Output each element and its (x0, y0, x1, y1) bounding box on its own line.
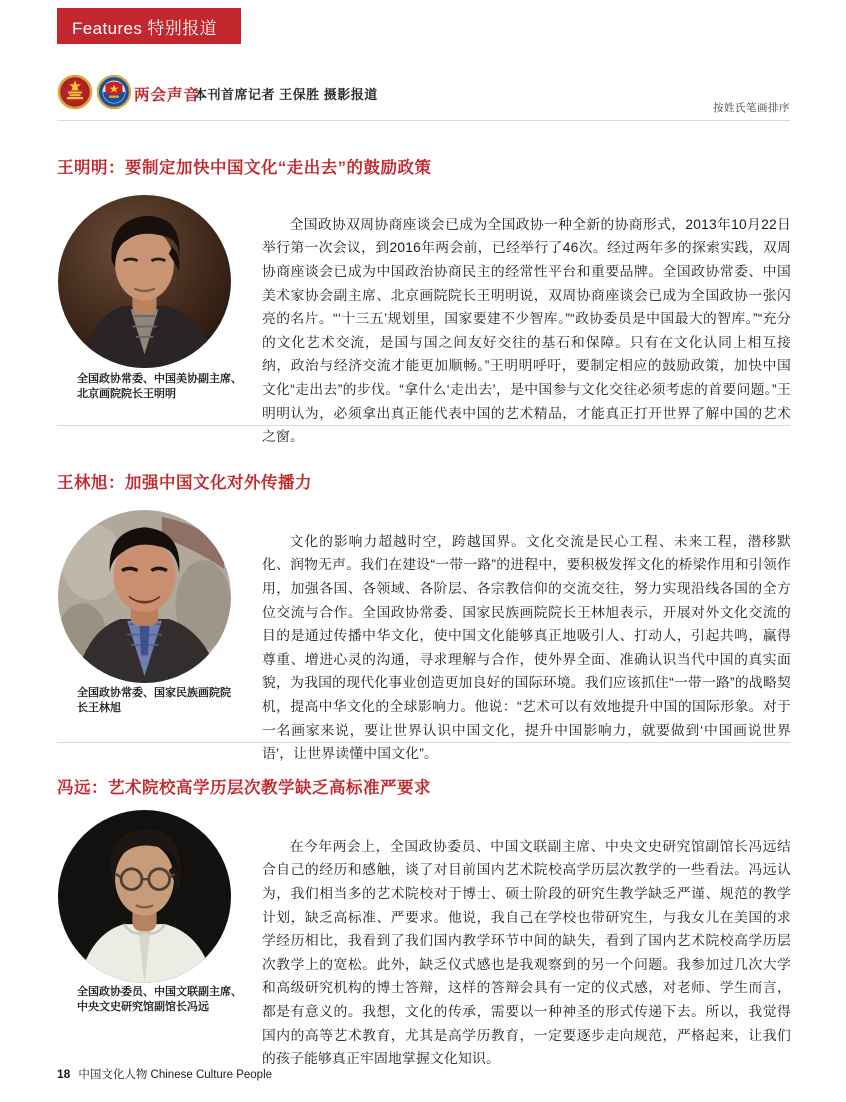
section-divider (57, 742, 790, 743)
cppcc-emblem-icon (96, 74, 132, 110)
column-title: 两会声音 (134, 87, 201, 104)
caption-line: 中央文史研究馆副馆长冯远 (77, 1001, 209, 1013)
caption-line: 北京画院院长王明明 (77, 388, 176, 400)
china-national-emblem-icon (57, 74, 93, 110)
caption-line: 全国政协常委、国家民族画院院 (77, 687, 231, 699)
header-divider (57, 120, 790, 121)
byline: 本刊首席记者 王保胜 摄影报道 (194, 87, 378, 102)
portrait-fengyuan (58, 810, 231, 983)
features-banner (57, 8, 241, 44)
column-header (57, 72, 790, 116)
caption-line: 全国政协常委、中国美协副主席、 (77, 373, 242, 385)
caption-line: 全国政协委员、中国文联副主席、 (77, 986, 242, 998)
caption-wanglinxu (77, 686, 272, 716)
section-title-wanglinxu: 王林旭：加强中国文化对外传播力 (57, 473, 312, 492)
sort-order-note: 按姓氏笔画排序 (713, 102, 790, 114)
page-number: 18 (57, 1067, 71, 1081)
section-divider (57, 425, 790, 426)
magazine-title: 中国文化人物 Chinese Culture People (78, 1069, 273, 1081)
section-title-fengyuan: 冯远：艺术院校高学历层次教学缺乏高标准严要求 (57, 778, 431, 797)
page-footer (57, 1066, 790, 1082)
caption-line: 长王林旭 (77, 702, 121, 714)
section-title-wangmingming: 王明明：要制定加快中国文化“走出去”的鼓励政策 (57, 158, 432, 177)
body-wangmingming: 全国政协双周协商座谈会已成为全国政协一种全新的协商形式，2013年10月22日举行第一次会议，到2016年两会前，已经举行了46次。经过两年多的探索实践，双周协商座谈会已成为中国政治协商民主的经常性平台和重要品牌。全国政协常委、中国美术家协会副主席、北京画院院长王明明说，双周协商座谈会已成为全国政协一张闪亮的名片。“‘十三五’规划里，国家要建不少智库。”“政协委员是中国最大的智库。”“充分的文化艺术交流，是国与国之间友好交往的基石和保障。只有在文化认同上相互接纳，政治与经济交流才能更加顺畅。”王明明呼吁，要制定相应的鼓励政策，加快中国文化“走出去”的步伐。“拿什么‘走出去’，是中国参与文化交往必须考虑的首要问题。”王明明认为，必须拿出真正能代表中国的艺术精品，才能真正打开世界了解中国的艺术之窗。 (262, 216, 791, 445)
body-wanglinxu: 文化的影响力超越时空，跨越国界。文化交流是民心工程、未来工程，潜移默化、润物无声。我们在建设“一带一路”的进程中，要积极发挥文化的桥梁作用和引领作用，加强各国、各领域、各阶层、各宗教信仰的交流交往，努力实现沿线各国的全方位交流与合作。全国政协常委、国家民族画院院长王林旭表示，开展对外文化交流的目的是通过传播中华文化，使中国文化能够真正地吸引人、打动人，引起共鸣，赢得尊重、增进心灵的沟通，寻求理解与合作，使外界全面、准确认识当代中国的真实面貌，为我国的现代化事业创造更加良好的国际环境。我们应该抓住“一带一路”的战略契机，提高中华文化的全球影响力。他说：“艺术可以有效地提升中国的国际形象。对于一名画家来说，要让世界认识中国文化，提升中国影响力，就要做到‘中国画说世界语’，让世界读懂中国文化”。 (262, 533, 791, 762)
caption-fengyuan (77, 985, 272, 1015)
body-fengyuan: 在今年两会上，全国政协委员、中国文联副主席、中央文史研究馆副馆长冯远结合自己的经历和感触，谈了对目前国内艺术院校高学历层次教学的一些看法。冯远认为，我们相当多的艺术院校对于博士、硕士阶段的研究生教学缺乏严谨、规范的教学计划，缺乏高标准、严要求。他说，我自己在学校也带研究生，与我女儿在美国的求学经历相比，我看到了我们国内教学环节中间的缺失，看到了国内艺术院校高学历层次教学上的宽松。此外，缺乏仪式感也是我观察到的另一个问题。我参加过几次大学和高级研究机构的博士答辩，这样的答辩会具有一定的仪式感，对老师、学生而言，都是有意义的。我想，文化的传承，需要以一种神圣的形式传递下去。所以，我觉得国内的高等艺术教育，尤其是高学历教育，一定要逐步走向规范，严格起来，让我们的孩子能够真正牢固地掌握文化知识。 (262, 838, 791, 1067)
portrait-wanglinxu (58, 510, 231, 683)
caption-wangmingming (77, 372, 272, 402)
portrait-wangmingming (58, 195, 231, 368)
banner-label: Features 特别报道 (72, 18, 218, 38)
